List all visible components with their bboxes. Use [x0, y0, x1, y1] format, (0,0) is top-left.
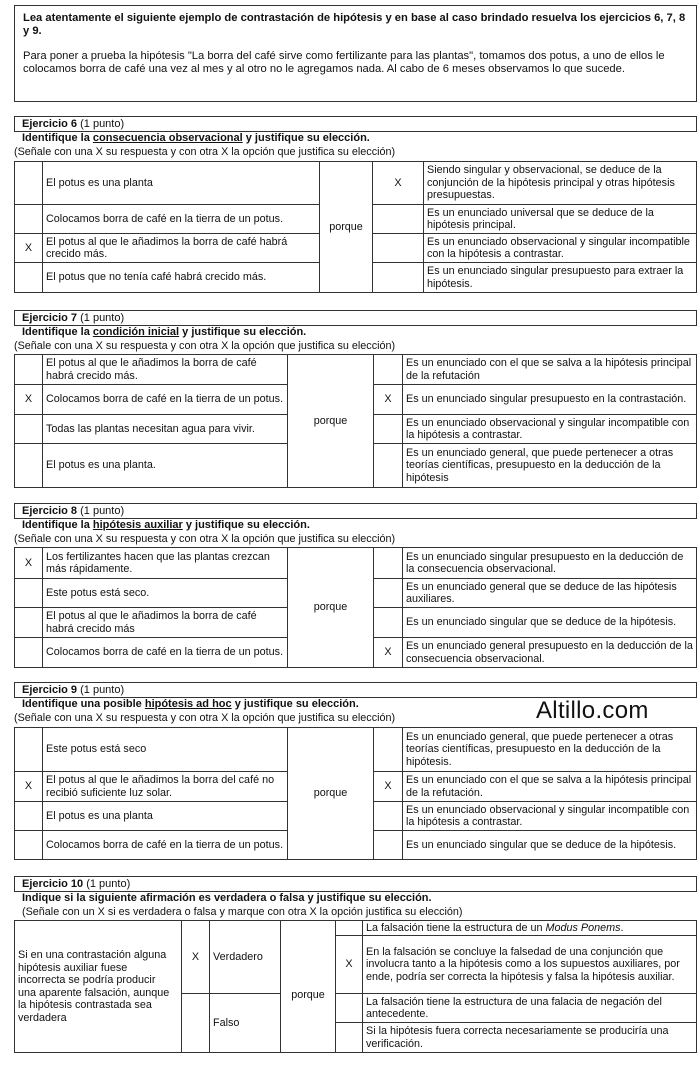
exercise-points: (1 punto): [80, 684, 125, 696]
reason-mark[interactable]: [374, 548, 403, 579]
reason-text: Es un enunciado singular que se deduce de la hipótesis.: [403, 608, 697, 638]
option-mark[interactable]: [15, 579, 43, 608]
option-mark[interactable]: [15, 263, 43, 293]
option-text: Colocamos borra de café en la tierra de un potus.: [43, 205, 320, 234]
exercise-8-table: [14, 547, 697, 668]
reason-mark[interactable]: [374, 831, 403, 860]
option-text: Colocamos borra de café en la tierra de un potus.: [43, 638, 288, 668]
reason-text: La falsación tiene la estructura de un Modus Ponems.: [363, 921, 697, 936]
option-mark[interactable]: [15, 205, 43, 234]
option-text: Los fertilizantes hacen que las plantas crezcan más rápidamente.: [43, 548, 288, 579]
reason-text: Es un enunciado general, que puede pertenecer a otras teorías científicas, presupuesto en la deducción de la hipótesis.: [403, 728, 697, 772]
option-text: El potus que no tenía café habrá crecido más.: [43, 263, 320, 293]
exercise-7-header: [14, 310, 697, 326]
intro-text: Para poner a prueba la hipótesis "La borra del café sirve como fertilizante para las plantas", tomamos dos potus, a uno de ellos le colocamos borra de café una vez al mes y al otro no le agregamos nada. Al cabo de 6 meses observamos lo que sucede.: [23, 50, 665, 75]
question-post: y justifique su elección.: [231, 698, 359, 710]
exercise-9-instruction: (Señale con una X su respuesta y con otra X la opción que justifica su elección): [14, 712, 396, 724]
option-text: Todas las plantas necesitan agua para vivir.: [43, 415, 288, 444]
reason-mark[interactable]: [374, 355, 403, 385]
question-post: y justifique su elección.: [242, 132, 370, 144]
reason-mark[interactable]: [373, 205, 424, 234]
exercise-10-instruction: (Señale con un X si es verdadera o falsa y marque con otra X la opción justifica su elección): [22, 906, 463, 918]
option-text: El potus es una planta: [43, 802, 288, 831]
exercise-8-header: [14, 503, 697, 519]
exercise-points: (1 punto): [86, 878, 131, 890]
option-mark[interactable]: [15, 355, 43, 385]
reason-mark[interactable]: X: [336, 936, 363, 994]
question-term: consecuencia observacional: [92, 132, 243, 144]
reason-mark[interactable]: X: [374, 638, 403, 668]
option-text: El potus es una planta: [43, 162, 320, 205]
exercise-7-instruction: (Señale con una X su respuesta y con otra X la opción que justifica su elección): [14, 340, 396, 352]
exercise-title: Ejercicio 7: [22, 312, 78, 324]
question-post: y justifique su elección.: [179, 326, 307, 338]
reason-text: Siendo singular y observacional, se deduce de la conjunción de la hipótesis principal y otras hipótesis presupuestas.: [424, 162, 697, 205]
reason-mark[interactable]: [374, 415, 403, 444]
exercise-9-table: [14, 727, 697, 860]
option-mark[interactable]: X: [15, 385, 43, 415]
option-mark[interactable]: X: [15, 548, 43, 579]
false-mark[interactable]: [182, 994, 210, 1053]
reason-text: Es un enunciado general que se deduce de las hipótesis auxiliares.: [403, 579, 697, 608]
option-mark[interactable]: [15, 728, 43, 772]
porque-label: porque: [320, 162, 373, 293]
reason-mark[interactable]: [336, 921, 363, 936]
reason-text: Es un enunciado singular que se deduce de la hipótesis.: [403, 831, 697, 860]
porque-label: porque: [288, 548, 374, 668]
reason-mark[interactable]: [374, 728, 403, 772]
question-pre: Identifique la: [22, 519, 93, 531]
reason-mark[interactable]: X: [373, 162, 424, 205]
exercise-title: Ejercicio 6: [22, 118, 78, 130]
reason-text: Es un enunciado singular presupuesto en la contrastación.: [403, 385, 697, 415]
intro-box: [14, 5, 697, 102]
reason-text: En la falsación se concluye la falsedad de una conjunción que involucra tanto a la hipótesis como a los supuestos auxiliares, por ende, podría ser correcta la hipótesis y falsa la hipótesis auxiliar.: [363, 936, 697, 994]
intro-heading: Lea atentamente el siguiente ejemplo de contrastación de hipótesis y en base al caso brindado resuelva los ejercicios 6, 7, 8 y 9.: [23, 12, 686, 37]
exercise-6-header: [14, 116, 697, 132]
reason-mark[interactable]: [336, 994, 363, 1023]
reason-text: Es un enunciado observacional y singular incompatible con la hipótesis a contrastar.: [403, 415, 697, 444]
exercise-6-table: [14, 161, 697, 293]
reason-text: Es un enunciado singular presupuesto para extraer la hipótesis.: [424, 263, 697, 293]
reason-text: Es un enunciado universal que se deduce de la hipótesis principal.: [424, 205, 697, 234]
porque-label: porque: [288, 355, 374, 488]
reason-mark[interactable]: [374, 444, 403, 488]
reason-text: Es un enunciado general presupuesto en la deducción de la consecuencia observacional.: [403, 638, 697, 668]
reason-text: Es un enunciado general, que puede pertenecer a otras teorías científicas, presupuesto en la deducción de la hipótesis: [403, 444, 697, 488]
question-term: hipótesis ad hoc: [144, 698, 232, 710]
exercise-points: (1 punto): [80, 312, 125, 324]
exercise-10-question: Indique si la siguiente afirmación es verdadera o falsa y justifique su elección.: [22, 892, 432, 904]
option-mark[interactable]: [15, 802, 43, 831]
reason-mark[interactable]: [374, 579, 403, 608]
question-post: y justifique su elección.: [182, 519, 310, 531]
reason-text-prefix: La falsación tiene la estructura de un: [366, 921, 546, 934]
statement-text: Si en una contrastación alguna hipótesis auxiliar fuese incorrecta se podría producir una aparente falsación, aunque la hipótesis contrastada sea verdadera: [15, 921, 182, 1053]
true-label: Verdadero: [210, 921, 281, 994]
exercise-8-instruction: (Señale con una X su respuesta y con otra X la opción que justifica su elección): [14, 533, 396, 545]
reason-mark[interactable]: [373, 263, 424, 293]
exercise-title: Ejercicio 9: [22, 684, 78, 696]
option-text: Colocamos borra de café en la tierra de un potus.: [43, 831, 288, 860]
altillo-watermark: Altillo.com: [536, 697, 649, 724]
option-text: El potus al que le añadimos la borra de café habrá crecido más.: [43, 234, 320, 263]
exercise-7-table: [14, 354, 697, 488]
option-text: Este potus está seco.: [43, 579, 288, 608]
reason-mark[interactable]: X: [374, 385, 403, 415]
question-pre: Identifique la: [22, 326, 93, 338]
option-mark[interactable]: [15, 831, 43, 860]
reason-mark[interactable]: X: [374, 772, 403, 802]
option-mark[interactable]: X: [15, 772, 43, 802]
reason-text: Es un enunciado observacional y singular incompatible con la hipótesis a contrastar.: [424, 234, 697, 263]
question-pre: Identifique la: [22, 132, 93, 144]
reason-text-italic: Modus Ponems: [545, 921, 621, 934]
option-mark[interactable]: [15, 162, 43, 205]
exercise-9-header: [14, 682, 697, 698]
exercise-10-table: [14, 920, 697, 1053]
true-mark[interactable]: X: [182, 921, 210, 994]
reason-text: Es un enunciado singular presupuesto en la deducción de la consecuencia observacional.: [403, 548, 697, 579]
exercise-title: Ejercicio 10: [22, 878, 84, 890]
exercise-6-question: [22, 132, 370, 145]
question-term: hipótesis auxiliar: [92, 519, 183, 531]
reason-text: Es un enunciado observacional y singular incompatible con la hipótesis a contrastar.: [403, 802, 697, 831]
option-text: Este potus está seco: [43, 728, 288, 772]
reason-text: Si la hipótesis fuera correcta necesariamente se produciría una verificación.: [363, 1023, 697, 1053]
exercise-7-question: [22, 326, 306, 339]
reason-mark[interactable]: [373, 234, 424, 263]
option-mark[interactable]: [15, 638, 43, 668]
option-mark[interactable]: [15, 444, 43, 488]
option-text: El potus al que le añadimos la borra de café habrá crecido más.: [43, 355, 288, 385]
exercise-points: (1 punto): [80, 505, 125, 517]
question-term: condición inicial: [92, 326, 180, 338]
reason-text: Es un enunciado con el que se salva a la hipótesis principal de la refutación: [403, 355, 697, 385]
reason-mark[interactable]: [336, 1023, 363, 1053]
exercise-points: (1 punto): [80, 118, 125, 130]
exercise-8-question: [22, 519, 310, 532]
option-text: El potus es una planta.: [43, 444, 288, 488]
question-pre: Identifique una posible: [22, 698, 145, 710]
option-text: El potus al que le añadimos la borra del café no recibió suficiente luz solar.: [43, 772, 288, 802]
option-text: Colocamos borra de café en la tierra de un potus.: [43, 385, 288, 415]
exercise-6-instruction: (Señale con una X su respuesta y con otra X la opción que justifica su elección): [14, 146, 396, 158]
reason-mark[interactable]: [374, 802, 403, 831]
reason-text: Es un enunciado con el que se salva a la hipótesis principal de la refutación.: [403, 772, 697, 802]
option-mark[interactable]: [15, 608, 43, 638]
porque-label: porque: [288, 728, 374, 860]
option-mark[interactable]: [15, 415, 43, 444]
false-label: Falso: [210, 994, 281, 1053]
exercise-title: Ejercicio 8: [22, 505, 78, 517]
reason-text: La falsación tiene la estructura de una falacia de negación del antecedente.: [363, 994, 697, 1023]
option-mark[interactable]: X: [15, 234, 43, 263]
porque-label: porque: [281, 921, 336, 1053]
option-text: El potus al que le añadimos la borra de café habrá crecido más: [43, 608, 288, 638]
exercise-9-question: [22, 698, 359, 711]
exercise-10-header: [14, 876, 697, 892]
reason-mark[interactable]: [374, 608, 403, 638]
